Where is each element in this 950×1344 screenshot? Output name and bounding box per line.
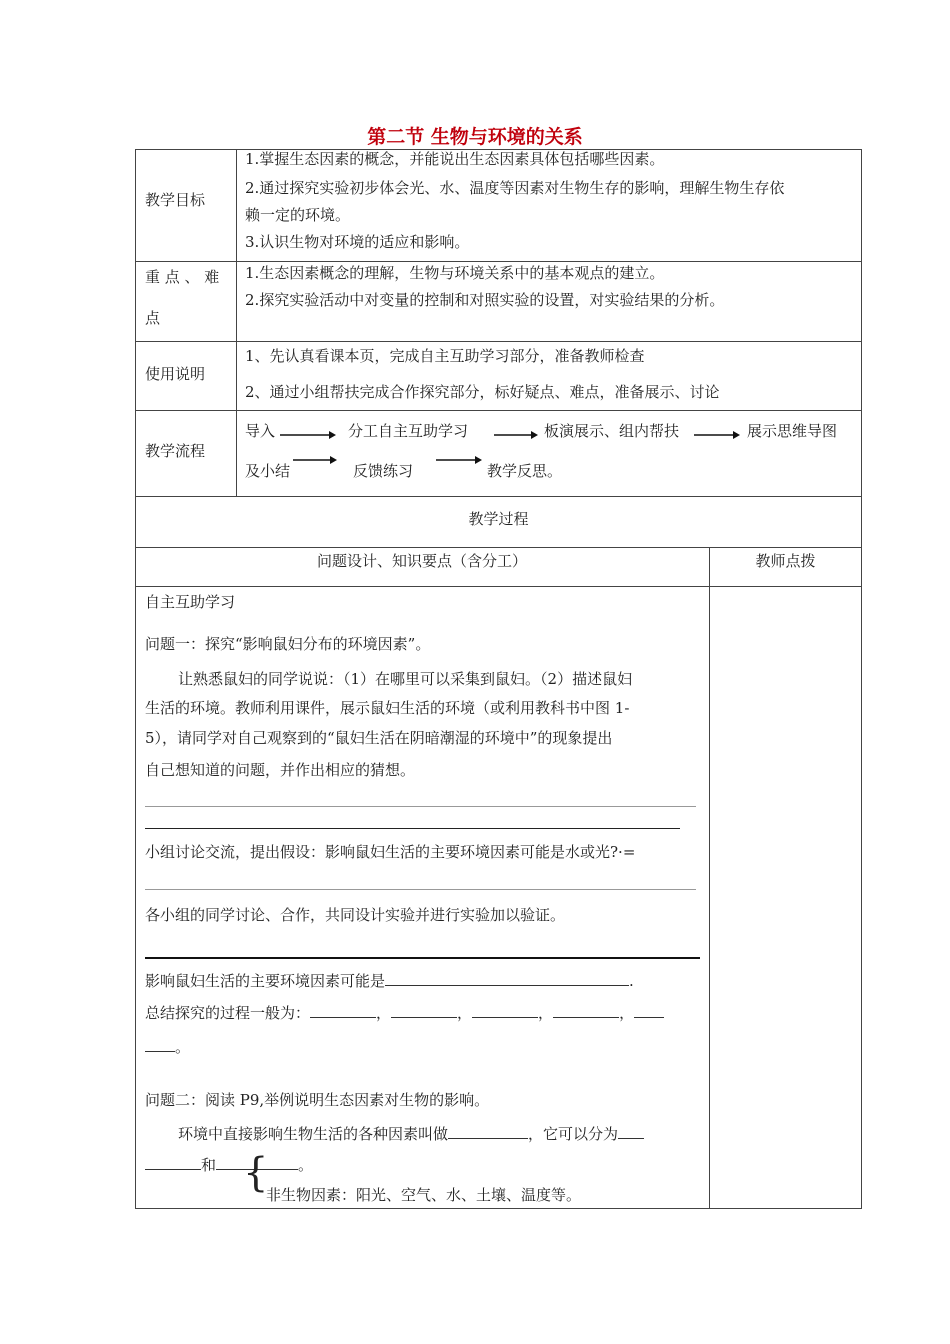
hypothesis-text: 小组讨论交流，提出假设：影响鼠妇生活的主要环境因素可能是水或光?·= [145, 843, 636, 861]
answer-line [145, 828, 680, 829]
arrow-icon [694, 430, 740, 440]
question-one-para: 5），请同学对自己观察到的“鼠妇生活在阴暗潮湿的环境中”的现象提出 [145, 729, 613, 747]
question-one-para: 生活的环境。教师利用课件，展示鼠妇生活的环境（或利用教科书中图 1- [145, 699, 630, 717]
abiotic-factors: 非生物因素：阳光、空气、水、土壤、温度等。 [266, 1186, 582, 1204]
flow-step: 导入 [245, 422, 276, 440]
answer-line [145, 957, 700, 959]
col-header-questions: 问题设计、知识要点（含分工） [316, 552, 527, 570]
arrow-icon [436, 455, 482, 465]
question-one-title: 问题一：探究“影响鼠妇分布的环境因素”。 [145, 635, 431, 653]
question-one-para: 自己想知道的问题，并作出相应的猜想。 [145, 761, 416, 779]
process-header: 教学过程 [468, 510, 529, 528]
arrow-icon [293, 455, 337, 465]
question-two-title: 问题二：阅读 P9,举例说明生态因素对生物的影响。 [145, 1091, 490, 1109]
page-title: 第二节 生物与环境的关系 [367, 126, 583, 148]
brace-icon: { [243, 1150, 269, 1196]
flow-step: 教学反思。 [487, 462, 563, 480]
design-text: 各小组的同学讨论、合作，共同设计实验并进行实验加以验证。 [145, 906, 566, 924]
info-table [135, 149, 862, 497]
arrow-icon [494, 430, 538, 440]
objective-line: 3.认识生物对环境的适应和影响。 [245, 233, 470, 251]
keypoints-label-2: 点 [145, 309, 161, 327]
flow-step: 反馈练习 [353, 462, 414, 480]
objective-line: 赖一定的环境。 [245, 206, 351, 224]
flow-step: 分工自主互助学习 [348, 422, 469, 440]
usage-label: 使用说明 [145, 365, 206, 383]
answer-line [145, 806, 696, 807]
flow-step: 展示思维导图 [747, 422, 838, 440]
usage-line: 1、先认真看课本页，完成自主互助学习部分，准备教师检查 [245, 347, 645, 365]
question-two-line-2: 和 。 [145, 1153, 313, 1176]
summary-prompt: 总结探究的过程一般为： ， ， ， ， [145, 1001, 664, 1024]
flow-step: 板演展示、组内帮扶 [544, 422, 680, 440]
summary-prompt-cont: 。 [145, 1035, 190, 1058]
section-title: 自主互助学习 [145, 593, 236, 611]
objectives-label: 教学目标 [145, 191, 206, 209]
factor-prompt: 影响鼠妇生活的主要环境因素可能是 . [145, 969, 634, 992]
keypoint-line: 2.探究实验活动中对变量的控制和对照实验的设置，对实验结果的分析。 [245, 291, 725, 309]
objective-line: 2.通过探究实验初步体会光、水、温度等因素对生物生存的影响，理解生物生存依 [245, 179, 785, 197]
arrow-icon [280, 430, 336, 440]
objective-line: 1.掌握生态因素的概念，并能说出生态因素具体包括哪些因素。 [245, 150, 665, 168]
usage-line: 2、通过小组帮扶完成合作探究部分，标好疑点、难点，准备展示、讨论 [245, 383, 720, 401]
keypoint-line: 1.生态因素概念的理解，生物与环境关系中的基本观点的建立。 [245, 264, 665, 282]
question-two-line: 环境中直接影响生物生活的各种因素叫做 ，它可以分为 [178, 1122, 644, 1145]
keypoints-label: 重 点 、 难 [145, 268, 220, 286]
flow-step: 及小结 [245, 462, 291, 480]
col-header-teacher: 教师点拨 [755, 552, 816, 570]
answer-line [145, 889, 696, 890]
question-one-para: 让熟悉鼠妇的同学说说：（1）在哪里可以采集到鼠妇。（2）描述鼠妇 [178, 670, 633, 688]
flow-label: 教学流程 [145, 442, 206, 460]
